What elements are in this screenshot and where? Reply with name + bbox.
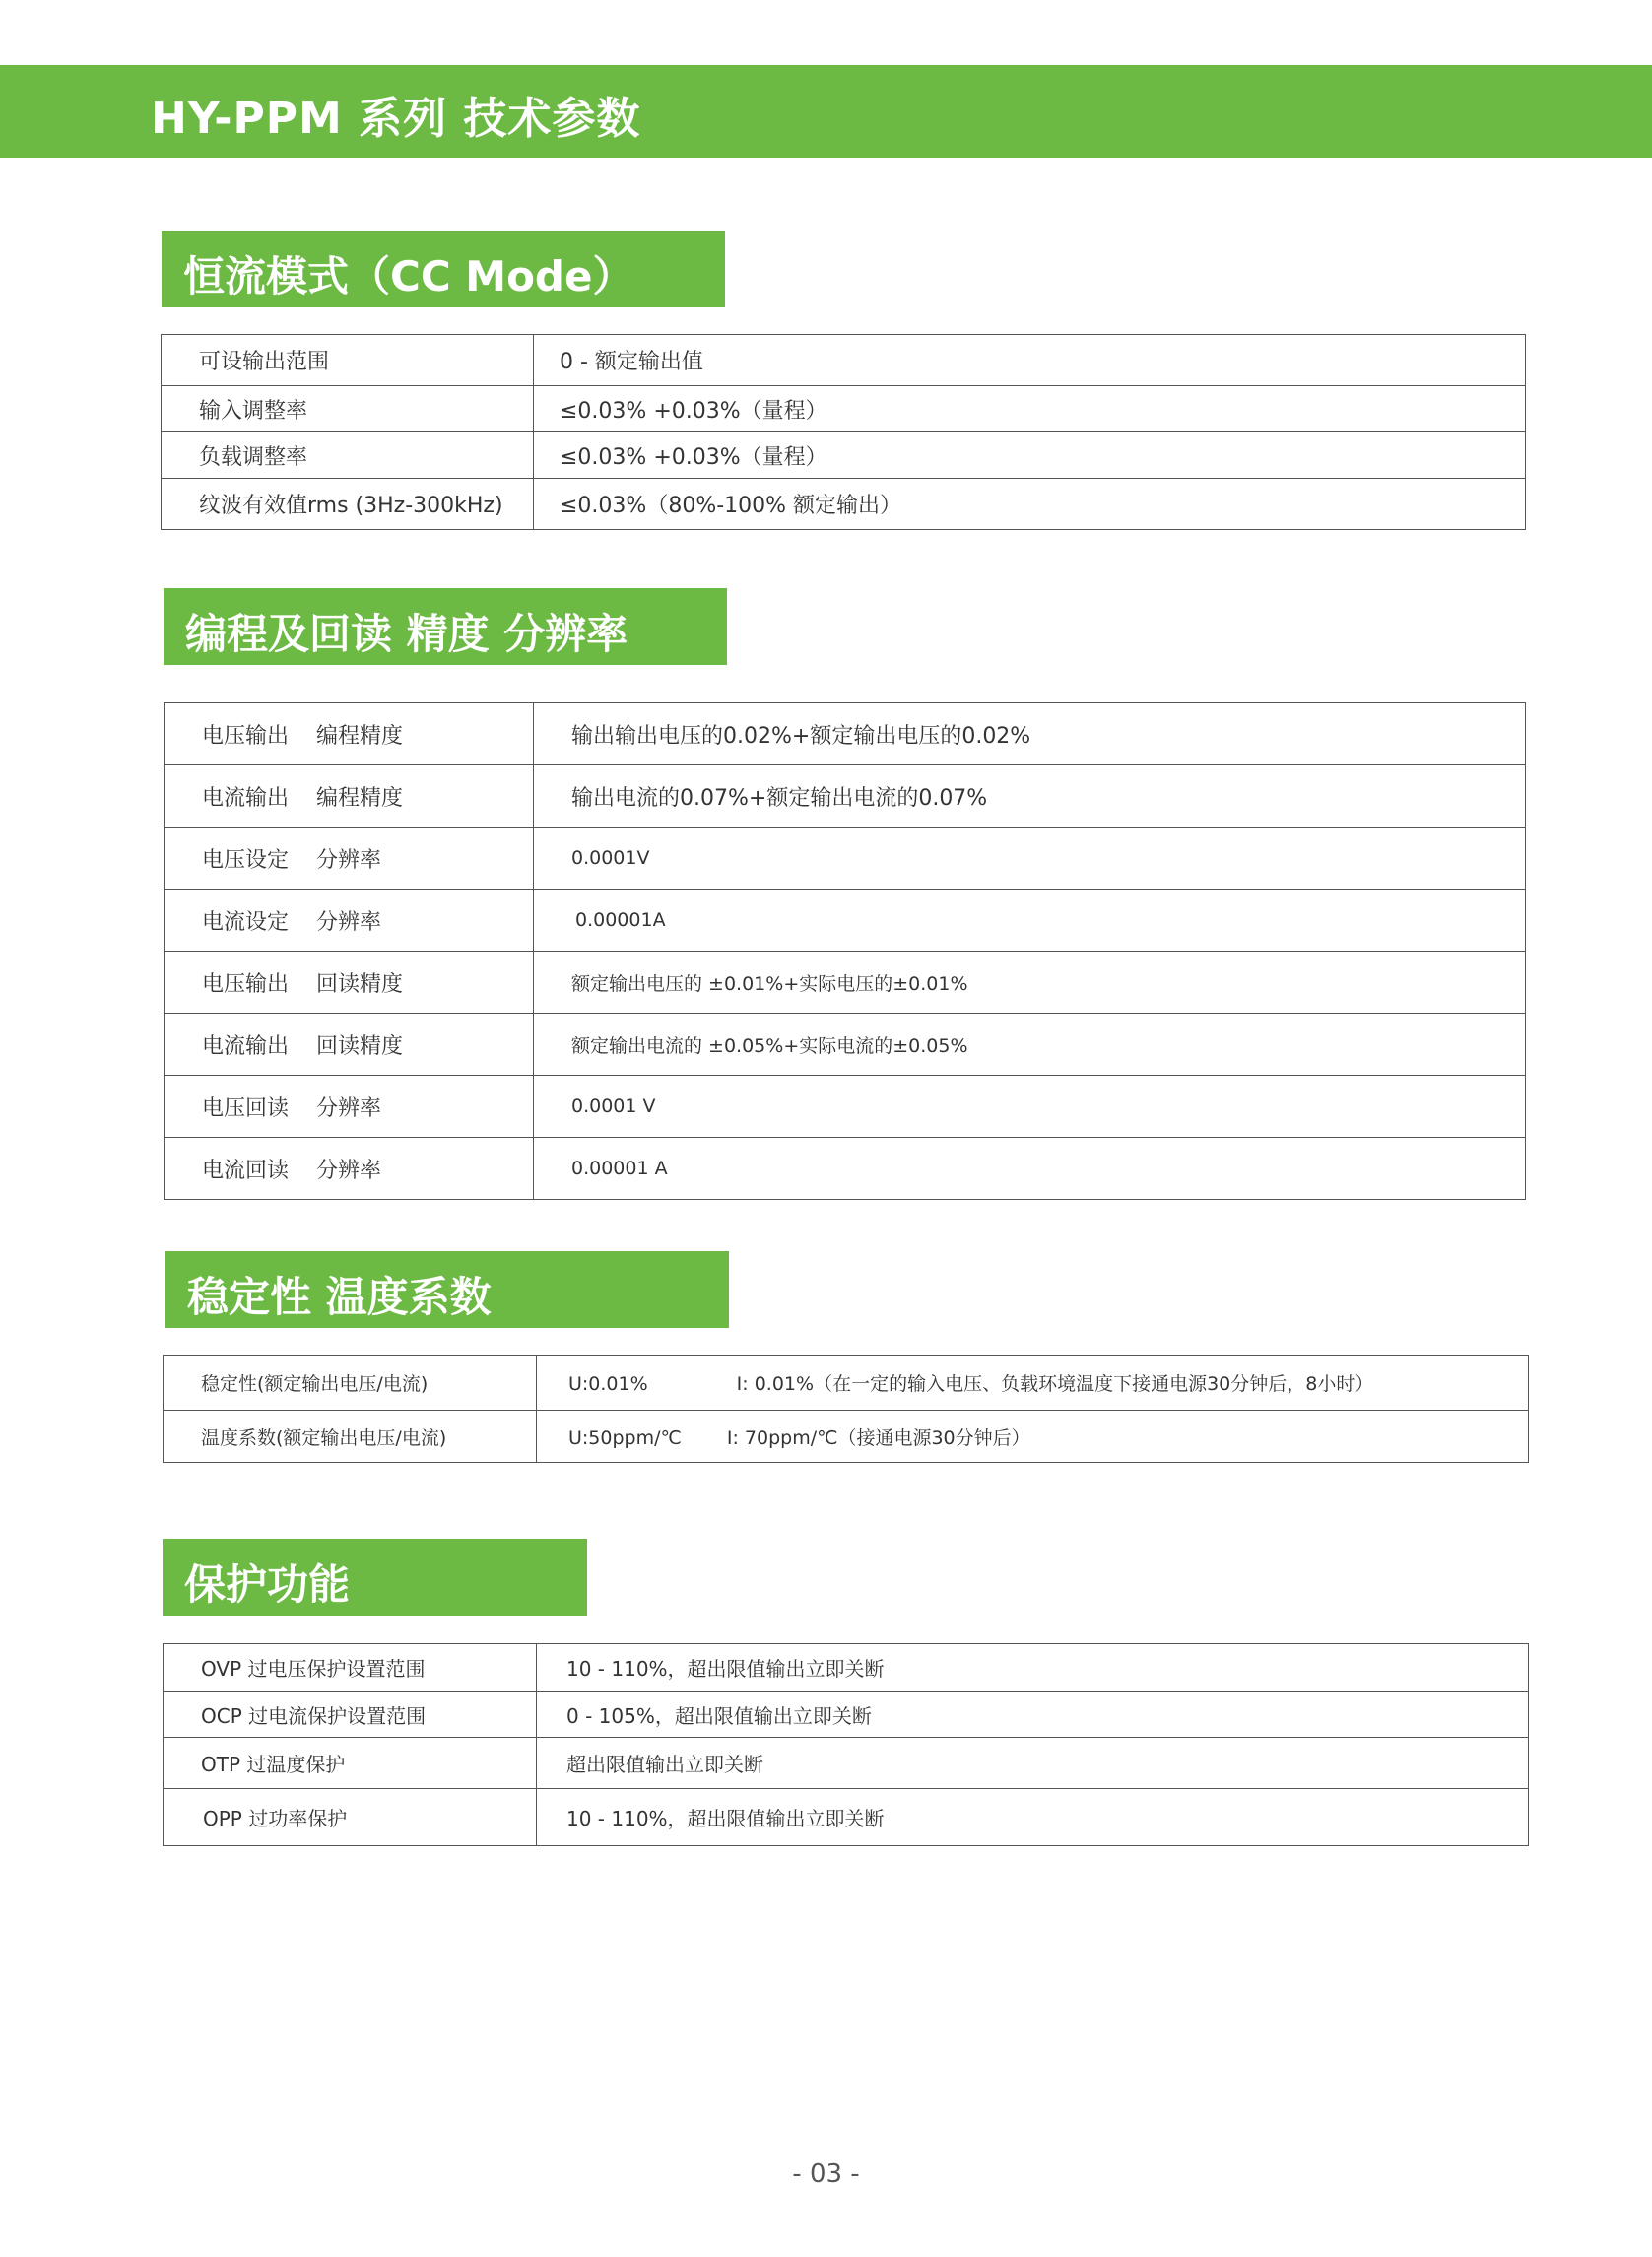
voltage-value: U:50ppm/℃ <box>568 1427 682 1449</box>
param-value: ≤0.03%（80%-100% 额定输出） <box>534 479 1526 530</box>
table-row <box>162 479 1526 530</box>
param-label: 电压输出 回读精度 <box>165 952 534 1014</box>
table-row <box>165 1138 1526 1200</box>
table-row <box>165 890 1526 952</box>
table-row <box>165 828 1526 890</box>
param-value: ≤0.03% +0.03%（量程） <box>534 432 1526 479</box>
param-label: 纹波有效值rms (3Hz-300kHz) <box>162 479 534 530</box>
table-row <box>164 1692 1529 1738</box>
table-row <box>165 703 1526 765</box>
cc-mode-table <box>161 334 1526 530</box>
param-label: 温度系数(额定输出电压/电流) <box>164 1411 537 1463</box>
param-label: OPP 过功率保护 <box>164 1789 537 1846</box>
param-value: 输出输出电压的0.02%+额定输出电压的0.02% <box>534 703 1526 765</box>
table-row <box>164 1356 1529 1411</box>
param-label: 输入调整率 <box>162 386 534 432</box>
param-value: 10 - 110%，超出限值输出立即关断 <box>537 1644 1529 1692</box>
param-label: OTP 过温度保护 <box>164 1738 537 1789</box>
param-label: 电流输出 回读精度 <box>165 1014 534 1076</box>
param-value: 0.00001A <box>534 890 1526 952</box>
param-value: 0.00001 A <box>534 1138 1526 1200</box>
section-heading-text: 保护功能 <box>184 1560 351 1609</box>
section-heading-cc-mode <box>162 231 725 307</box>
table-row <box>165 952 1526 1014</box>
table-row <box>165 1076 1526 1138</box>
param-label: OVP 过电压保护设置范围 <box>164 1644 537 1692</box>
table-row <box>162 386 1526 432</box>
param-label: 电压设定 分辨率 <box>165 828 534 890</box>
voltage-value: U:0.01% <box>568 1373 648 1395</box>
table-row <box>162 432 1526 479</box>
param-label: 负载调整率 <box>162 432 534 479</box>
table-row <box>165 765 1526 828</box>
param-label: 电压输出 编程精度 <box>165 703 534 765</box>
param-value: 0.0001 V <box>534 1076 1526 1138</box>
current-value: I: 70ppm/℃（接通电源30分钟后） <box>726 1427 1030 1449</box>
stability-table <box>163 1355 1529 1463</box>
section-heading-protection <box>163 1539 587 1616</box>
section-heading-text: 稳定性 温度系数 <box>187 1273 492 1321</box>
param-value: 额定输出电压的 ±0.01%+实际电压的±0.01% <box>534 952 1526 1014</box>
table-row <box>164 1411 1529 1463</box>
section-heading-stability <box>165 1251 729 1328</box>
param-label: 可设输出范围 <box>162 335 534 386</box>
param-value: 0 - 额定输出值 <box>534 335 1526 386</box>
param-value: 超出限值输出立即关断 <box>537 1738 1529 1789</box>
param-value: 0 - 105%，超出限值输出立即关断 <box>537 1692 1529 1738</box>
table-row <box>164 1738 1529 1789</box>
page-title: HY-PPM 系列 技术参数 <box>151 94 641 144</box>
table-row <box>162 335 1526 386</box>
param-value: 10 - 110%，超出限值输出立即关断 <box>537 1789 1529 1846</box>
page-number: - 03 - <box>792 2159 860 2189</box>
param-label: 电流输出 编程精度 <box>165 765 534 828</box>
param-label: 电压回读 分辨率 <box>165 1076 534 1138</box>
param-value: ≤0.03% +0.03%（量程） <box>534 386 1526 432</box>
param-value <box>537 1356 1529 1411</box>
param-value: 0.0001V <box>534 828 1526 890</box>
param-value: 输出电流的0.07%+额定输出电流的0.07% <box>534 765 1526 828</box>
protection-table <box>163 1643 1529 1846</box>
param-label: 电流设定 分辨率 <box>165 890 534 952</box>
section-heading-programming-accuracy <box>164 588 727 665</box>
section-heading-text: 编程及回读 精度 分辨率 <box>185 610 628 658</box>
table-row <box>164 1644 1529 1692</box>
param-label: 电流回读 分辨率 <box>165 1138 534 1200</box>
section-heading-text: 恒流模式（CC Mode） <box>183 252 634 300</box>
table-row <box>165 1014 1526 1076</box>
top-banner <box>0 65 1652 158</box>
param-label: OCP 过电流保护设置范围 <box>164 1692 537 1738</box>
param-label: 稳定性(额定输出电压/电流) <box>164 1356 537 1411</box>
programming-accuracy-table <box>164 702 1526 1200</box>
table-row <box>164 1789 1529 1846</box>
param-value: 额定输出电流的 ±0.05%+实际电流的±0.05% <box>534 1014 1526 1076</box>
param-value <box>537 1411 1529 1463</box>
current-value: I: 0.01%（在一定的输入电压、负载环境温度下接通电源30分钟后，8小时） <box>736 1373 1374 1395</box>
